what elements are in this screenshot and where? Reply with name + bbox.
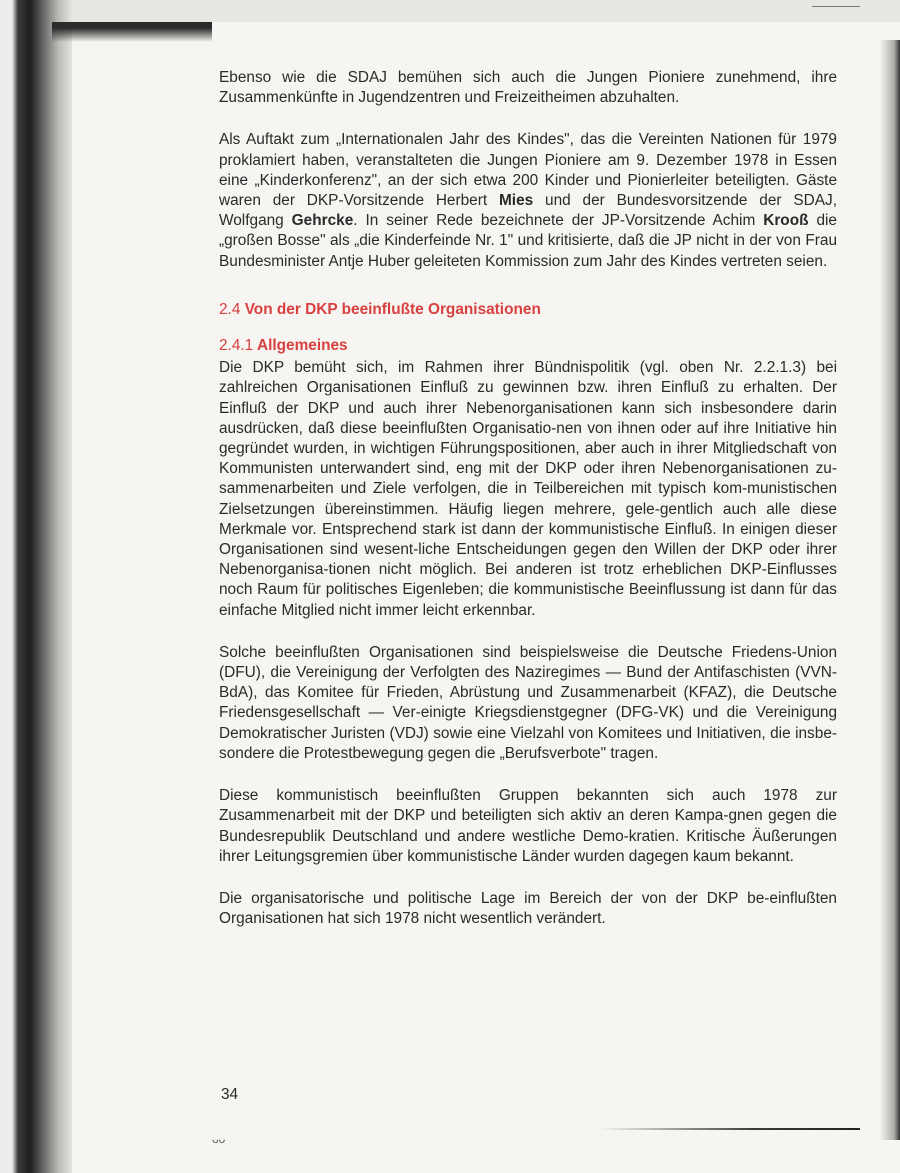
section-heading-2-4-1 <box>219 336 837 356</box>
paragraph-kinderkonferenz <box>219 130 837 271</box>
paragraph-sdaj-pioniere: Ebenso wie die SDAJ bemühen sich auch die Jungen Pioniere zunehmend, ihre Zusammenkünfte in Jugendzentren und Freizeitheimen abzuhalten. <box>219 69 837 107</box>
kinderkonferenz-text-3: . In seiner Rede bezeichnete der JP-Vorsitzende Achim <box>353 212 764 230</box>
page-number: 34 <box>221 1086 239 1103</box>
section-title-2-4-1: Allgemeines <box>256 337 348 355</box>
section-title-2-4: Von der DKP beeinflußte Organisationen <box>244 300 541 318</box>
page-bottom-mark: ᴗᴗ <box>212 1132 226 1146</box>
kinderkonferenz-text-4: die „großen Bosse" als „die Kinderfeinde Nr. 1" und kritisierte, daß die JP nicht in der von Frau Bundesminister Antje Huber geleiteten Kommission zum Jahr des Kindes vertreten seien. <box>219 212 837 270</box>
kinderkonferenz-text-2: und der Bundesvorsitzende der SDAJ, Wolfgang <box>219 192 837 230</box>
paragraph-kommunistische-gruppen: Diese kommunistisch beeinflußten Gruppen bekannten sich auch 1978 zur Zusammenarbeit mit der DKP und beteiligten sich aktiv an deren Kampa-gnen gegen die Bundesrepublik Deutschland und andere westliche Demo-kratien. Kritische Äußerungen ihrer Leitungsgremien über kommunistische Länder wurden dagegen kaum bekannt. <box>219 787 837 865</box>
book-spine <box>0 0 72 1173</box>
paragraph-beeinflusste-organisationen: Solche beeinflußten Organisationen sind beispielsweise die Deutsche Friedens-Union (DFU), die Vereinigung der Verfolgten des Naziregimes — Bund der Antifaschisten (VVN-BdA), das Komitee für Frieden, Abrüstung und Zusammenarbeit (KFAZ), die Deutsche Friedensgesellschaft — Ver-einigte Kriegsdienstgegner (DFG-VK) und die Vereinigung Demokratischer Juristen (VDJ) sowie eine Vielzahl von Komitees und Initiativen, die insbe-sondere die Protestbewegung gegen die „Berufsverbote" tragen. <box>219 643 837 762</box>
name-gehrcke: Gehrcke <box>291 212 354 230</box>
section-number-2-4: 2.4 <box>219 300 241 318</box>
page-right-edge <box>880 40 900 1140</box>
name-mies: Mies <box>498 192 534 210</box>
section-number-2-4-1: 2.4.1 <box>219 337 254 355</box>
page-content <box>219 68 837 929</box>
top-rule-line <box>812 6 860 7</box>
section-heading-2-4 <box>219 300 837 320</box>
kinderkonferenz-text-1: Als Auftakt zum „Internationalen Jahr des Kindes", das die Vereinten Nationen für 1979 proklamiert haben, veranstalteten die Jungen Pioniere am 9. Dezember 1978 in Essen eine „Kinderkonferenz", an der sich etwa 200 Kinder und Pionierleiter beteiligten. Gäste waren der DKP-Vorsitzende Herbert <box>219 131 837 210</box>
paragraph-buendnispolitik: Die DKP bemüht sich, im Rahmen ihrer Bündnispolitik (vgl. oben Nr. 2.2.1.3) bei zahlreichen Organisationen Einfluß zu gewinnen bzw. ihren Einfluß zu erhalten. Der Einfluß der DKP und auch ihrer Nebenorganisationen kann sich insbesondere darin ausdrücken, daß diese beeinflußten Organisatio-nen von ihnen oder auf ihre Initiative hin gegründet wurden, in wichtigen Führungspositionen, aber auch in ihrer Mitgliedschaft von Kommunisten unterwandert sind, eng mit der DKP oder ihren Nebenorganisationen zu-sammenarbeiten und Ziele verfolgen, die in Teilbereichen mit typisch kom-munistischen Zielsetzungen übereinstimmen. Häufig liegen mehrere, gele-gentlich auch alle diese Merkmale vor. Entsprechend stark ist dann der kommunistische Einfluß. In einigen dieser Organisationen sind wesent-liche Entscheidungen gegen den Willen der DKP oder ihrer Nebenorganisa-tionen nicht möglich. Bei anderen ist trotz erheblichen DKP-Einflusses noch Raum für politisches Eigenleben; die kommunistische Beeinflussung ist dann für das einfache Mitglied nicht immer leicht erkennbar. <box>219 359 837 619</box>
bottom-rule-line <box>600 1128 860 1130</box>
name-krooss: Krooß <box>763 212 809 230</box>
top-shadow <box>52 22 212 42</box>
paragraph-organisatorische-lage: Die organisatorische und politische Lage im Bereich der von der DKP be-einflußten Organisationen hat sich 1978 nicht wesentlich verändert. <box>219 889 837 928</box>
